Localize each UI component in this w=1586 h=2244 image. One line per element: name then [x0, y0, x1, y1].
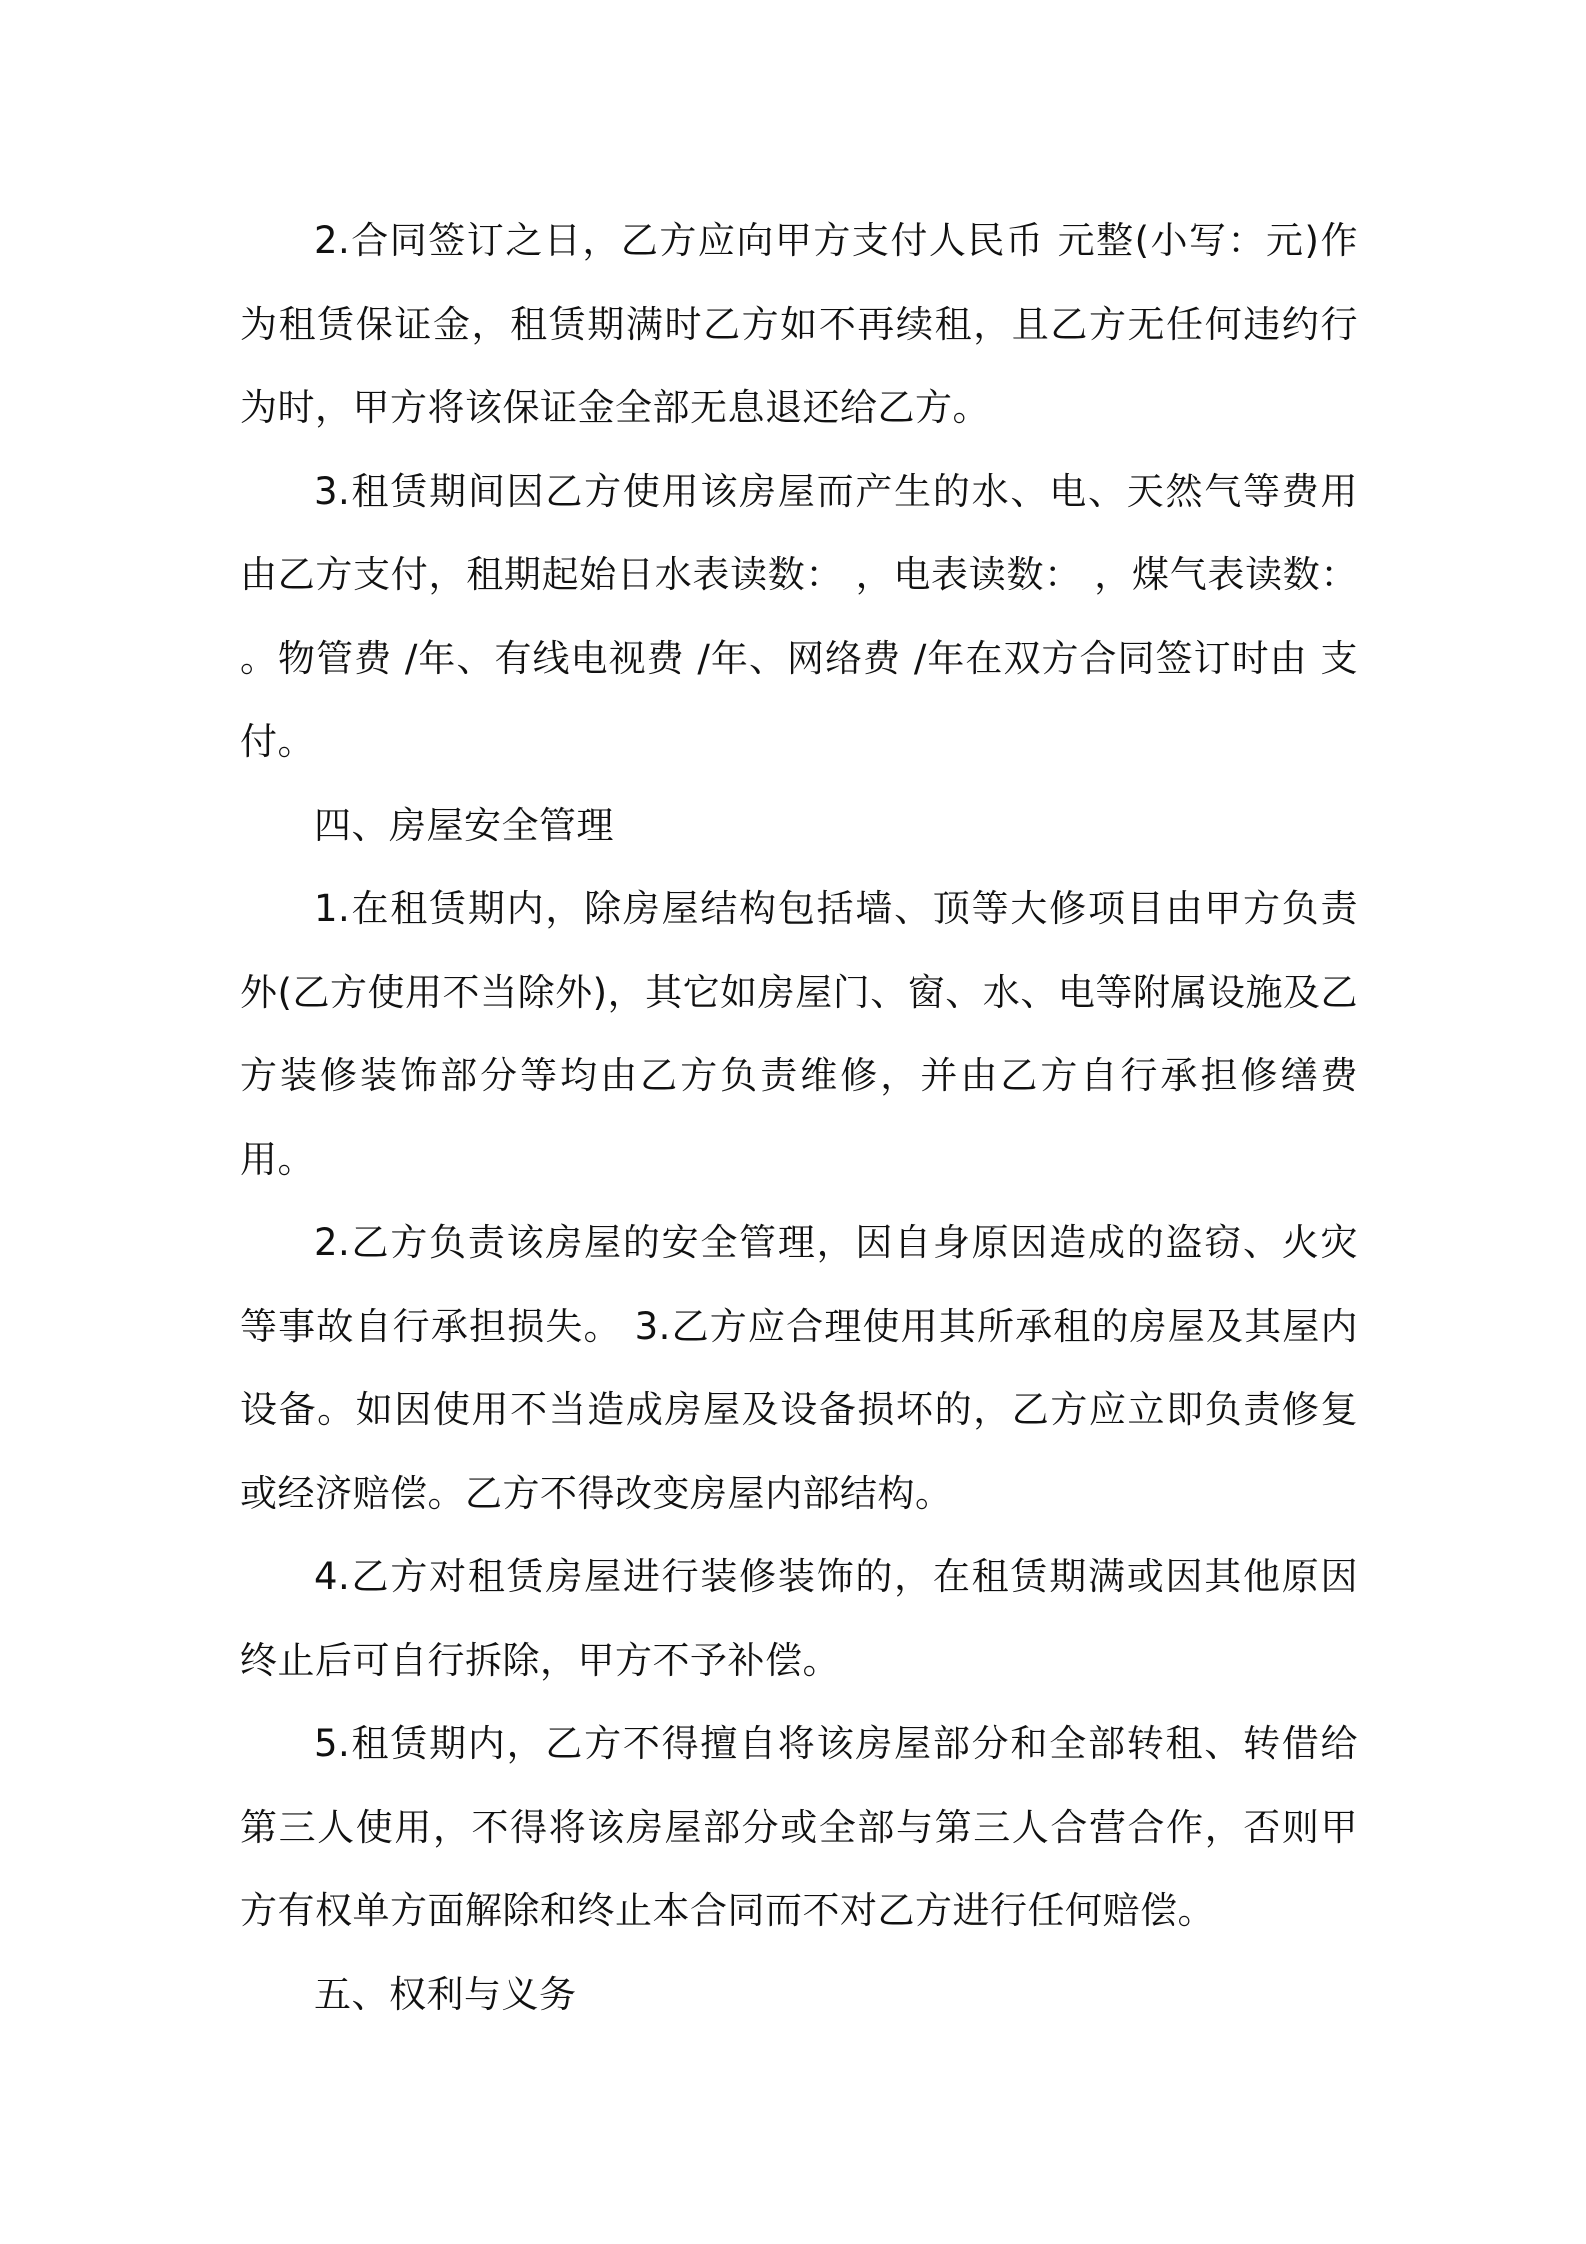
- paragraph-decoration: 4.乙方对租赁房屋进行装修装饰的，在租赁期满或因其他原因终止后可自行拆除，甲方不予补偿。: [240, 1555, 1358, 1682]
- paragraph-deposit: 2.合同签订之日，乙方应向甲方支付人民币 元整(小写：元)作为租赁保证金，租赁期满时乙方如不再续租，且乙方无任何违约行为时，甲方将该保证金全部无息退还给乙方。: [240, 219, 1358, 429]
- document-body: [240, 199, 1358, 2036]
- section-heading-safety: 四、房屋安全管理: [314, 803, 614, 847]
- paragraph-security: 2.乙方负责该房屋的安全管理，因自身原因造成的盗窃、火灾等事故自行承担损失。 3.乙方应合理使用其所承租的房屋及其屋内设备。如因使用不当造成房屋及设备损坏的，乙方应立即负责修复或经济赔偿。乙方不得改变房屋内部结构。: [240, 1221, 1358, 1515]
- section-heading-rights: 五、权利与义务: [314, 1972, 577, 2016]
- paragraph-sublet: 5.租赁期内，乙方不得擅自将该房屋部分和全部转租、转借给第三人使用，不得将该房屋部分或全部与第三人合营合作，否则甲方有权单方面解除和终止本合同而不对乙方进行任何赔偿。: [240, 1722, 1358, 1932]
- paragraph-repair: 1.在租赁期内，除房屋结构包括墙、顶等大修项目由甲方负责外(乙方使用不当除外)，其它如房屋门、窗、水、电等附属设施及乙方装修装饰部分等均由乙方负责维修，并由乙方自行承担修缮费用。: [240, 887, 1358, 1181]
- paragraph-utilities: 3.租赁期间因乙方使用该房屋而产生的水、电、天然气等费用由乙方支付，租期起始日水表读数： ，电表读数： ，煤气表读数： 。物管费 /年、有线电视费 /年、网络费 /年在双方合同签订时由 支付。: [240, 469, 1358, 763]
